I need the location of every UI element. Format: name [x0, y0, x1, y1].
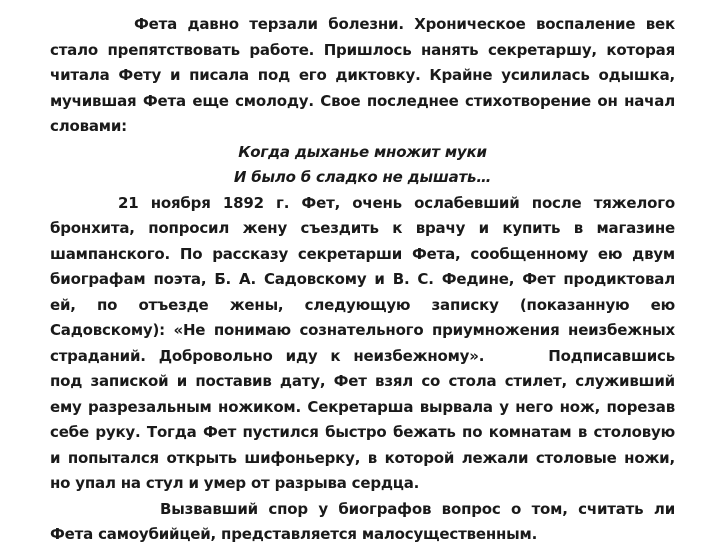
verse-line-2: И было б сладко не дышать… [233, 168, 492, 186]
verse-line-1: Когда дыханье множит муки [238, 142, 487, 161]
paragraph-conclusion: Вызвавший спор у биографов вопрос о том, считать ли Фета самоубийцей, представляется малосущественным. [50, 499, 675, 543]
paragraph-death-account [50, 191, 675, 497]
paragraph-death-account-part-2: Подписавшись под запиской и поставив дату, Фет взял со стола стилет, служивший ему разрезальным ножиком. Секретарша вырвала у него нож, порезав себе руку. Тогда Фет пустился быстро бежать по комнатам в столовую и попытался открыть шифоньерку, в которой лежали столовые ножи, но упал на стул и умер от разрыва сердца. [50, 346, 675, 492]
paragraph-death-account-part-1: 21 ноября 1892 г. Фет, очень ослабевший после тяжелого бронхита, попросил жену съездить к врачу и купить в магазине шампанского. По рассказу секретарши Фета, сообщенному ею двум биографам поэта, Б. А. Садовскому и В. С. Федине, Фет продиктовал ей, по отъезде жены, следующую записку (показанную ею Садовскому): «Не понимаю сознательного приумножения неизбежных страданий. Добровольно иду к неизбежному». [50, 193, 675, 365]
slide-text-body [50, 12, 675, 548]
paragraph-illness: Фета давно терзали болезни. Хроническое воспаление век стало препятствовать работе. Пришлось нанять секретаршу, которая читала Фету и писала под его диктовку. Крайне усилилась одышка, мучившая Фета еще смолоду. Свое последнее стихотворение он начал словами: [50, 15, 675, 135]
